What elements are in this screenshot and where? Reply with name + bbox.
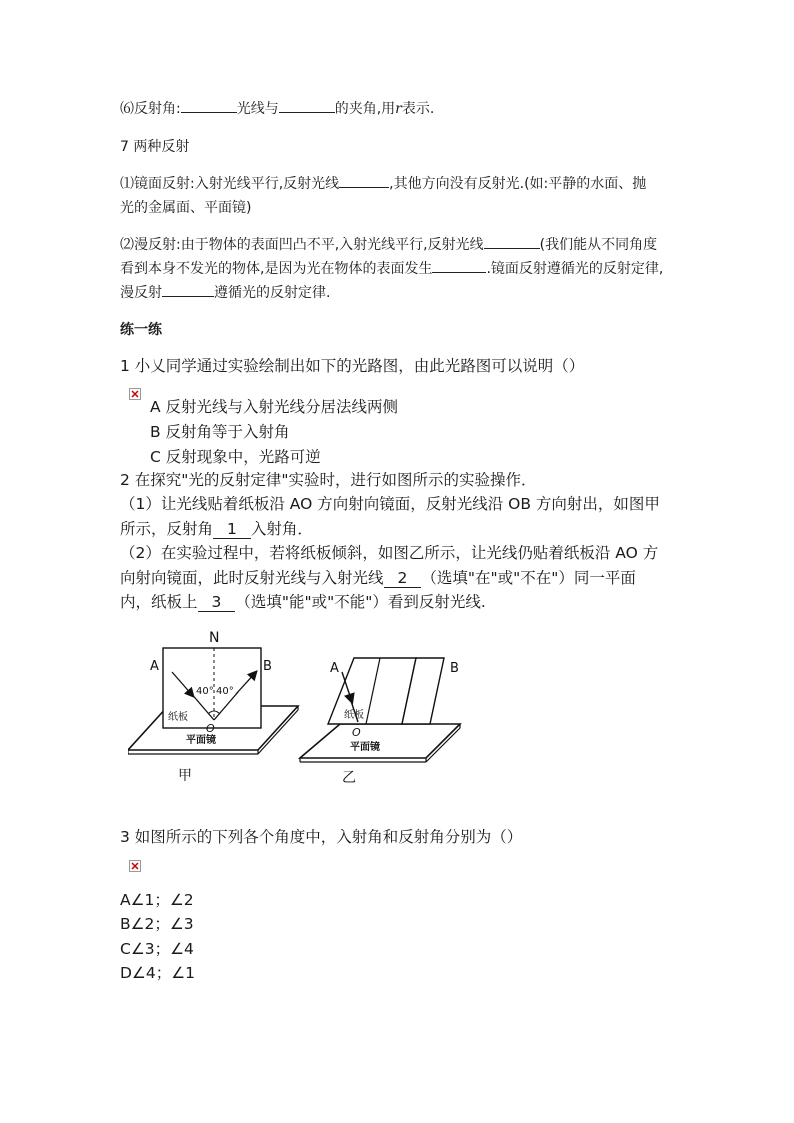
diffuse-line-3 [120,284,330,302]
broken-image-icon [129,860,141,872]
q2-stem: 2 在探究"光的反射定律"实验时，进行如图所示的实验操作． [120,471,537,489]
label-a: A [330,661,339,676]
q2-text: 所示，反射角 [120,520,214,538]
blank [181,100,237,113]
q1-stem: 1 小乂同学通过实验绘制出如下的光路图，由此光路图可以说明（） [120,357,585,375]
section6-end: 表示. [401,101,435,117]
q1-option-a: A 反射光线与入射光线分居法线两侧 [150,398,399,416]
broken-image-icon [129,388,141,400]
diffuse-line-1 [120,236,657,254]
section6-label: ⑹反射角: [120,101,181,117]
blank [432,260,486,273]
q3-option-d: D∠4；∠1 [120,964,195,982]
practice-heading: 练一练 [120,322,162,338]
diffuse-text-d: .镜面反射遵循光的反射定律, [486,261,664,277]
q2-text: （选填"在"或"不在"）同一平面 [421,569,636,587]
q1-option-c: C 反射现象中，光路可逆 [150,448,321,466]
diffuse-text-f: 遵循光的反射定律. [214,285,331,301]
label-o: O [352,726,361,739]
reflection-experiment-figures [128,628,468,788]
q1-option-b: B 反射角等于入射角 [150,423,290,441]
q2-text: 入射角． [250,520,313,538]
mirror-plate [300,724,460,758]
label-b: B [450,661,459,676]
q3-stem: 3 如图所示的下列各个角度中，入射角和反射角分别为（） [120,828,523,846]
label-board: 纸板 [168,712,188,723]
label-a: A [150,659,159,674]
section6-mid2: 的夹角,用 [334,101,396,117]
q3-option-a: A∠1；∠2 [120,891,194,909]
label-mirror: 平面镜 [350,742,380,753]
specular-text-b: ,其他方向没有反射光.(如:平静的水面、抛 [389,176,647,192]
diffuse-text-e: 漫反射 [120,285,162,301]
q2-part2-line2 [120,567,636,589]
label-b: B [263,659,272,674]
reflection-angle-symbol: r [395,101,402,117]
label-board: 纸板 [344,710,364,721]
figure-yi [300,658,460,786]
blank [279,100,335,113]
blank [339,175,389,188]
diffuse-text-b: (我们能从不同角度 [539,237,658,253]
diffuse-line-2 [120,260,663,278]
blank [484,236,540,249]
specular-text-a: ⑴镜面反射:入射光线平行,反射光线 [120,176,340,192]
caption-jia: 甲 [178,768,192,784]
section6-line [120,100,434,118]
q3-option-b: B∠2；∠3 [120,915,194,933]
label-mirror: 平面镜 [186,735,216,746]
section6-mid1: 光线与 [236,101,279,117]
q2-part1-line1: （1）让光线贴着纸板沿 AO 方向射向镜面，反射光线沿 OB 方向射出，如图甲 [120,495,660,513]
q3-option-c: C∠3；∠4 [120,940,194,958]
q2-part2-line1: （2）在实验过程中，若将纸板倾斜，如图乙所示，让光线仍贴着纸板沿 AO 方 [120,544,659,562]
tilted-paper-board [328,658,416,724]
figure-jia [128,630,298,784]
answer-blank-3: 3 [198,593,236,612]
caption-yi: 乙 [342,770,356,786]
q2-part2-line3 [120,591,486,613]
specular-line-2: 光的金属面、平面镜) [120,200,252,216]
section7-title: 7 两种反射 [120,139,190,155]
label-n: N [209,630,220,646]
q2-part1-line2 [120,518,313,540]
diffuse-text-c: 看到本身不发光的物体,是因为光在物体的表面发生 [120,261,433,277]
label-angle-left: 40° [196,686,214,697]
blank [162,284,214,297]
q2-text: （选填"能"或"不能"）看到反射光线. [235,593,486,611]
q2-text: 向射向镜面，此时反射光线与入射光线 [120,569,384,587]
specular-line-1 [120,175,646,193]
q2-text: 内，纸板上 [120,593,198,611]
label-o: O [206,722,215,735]
diffuse-text-a: ⑵漫反射:由于物体的表面凹凸不平,入射光线平行,反射光线 [120,237,484,253]
answer-blank-2: 2 [384,569,422,588]
label-angle-right: 40° [216,686,234,697]
answer-blank-1: 1 [213,520,251,539]
